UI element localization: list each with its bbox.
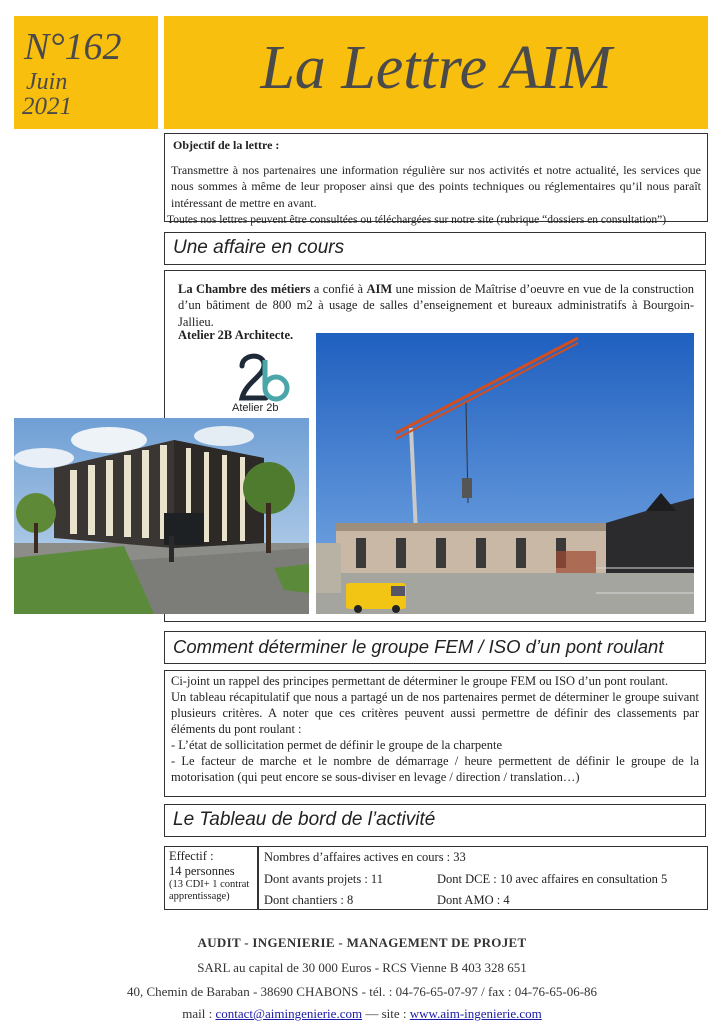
fem-bullet: - L’état de sollicitation permet de définir le groupe de la charpente [171,738,502,752]
effectif-detail: (13 CDI+ 1 contrat apprentissage) [169,879,250,903]
fem-box [164,670,706,797]
issue-year: 2021 [22,93,72,120]
effectif-value: 14 personnes [169,864,235,878]
effectif-box [164,846,258,910]
website-link[interactable]: www.aim-ingenierie.com [409,1006,542,1021]
stat-dce: Dont DCE : 10 avec affaires en consultation 5 [437,872,668,886]
objective-heading: Objectif de la lettre : [173,138,280,152]
stats-box [258,846,708,910]
site-label: — site : [362,1006,410,1021]
affaire-text-part1: a confié à [310,282,367,296]
stat-chantiers: Dont chantiers : 8 [264,893,354,907]
footer-company: SARL au capital de 30 000 Euros - RCS Vienne B 403 328 651 [197,960,527,975]
building-render-image [14,418,309,614]
mail-label: mail : [182,1006,216,1021]
fem-paragraph: Un tableau récapitulatif que nous a partagé un de nos partenaires permet de déterminer le groupe suivant plusieurs critères. A noter que ces critères peuvent aussi permettre de définir des classements par éléments du pont roulant : [171,690,699,736]
section-heading-dashboard: Le Tableau de bord de l’activité [164,804,706,837]
newsletter-title: La Lettre AIM [260,34,612,102]
email-link[interactable]: contact@aimingenierie.com [215,1006,363,1021]
company-name: AIM [366,282,393,296]
client-name: La Chambre des métiers [178,282,311,296]
fem-bullet: - Le facteur de marche et le nombre de démarrage / heure permettent de définir le groupe de la motorisation (qui peut encore se sous-diviser en levage / direction / translation…) [171,754,699,784]
affaire-text-part2: une mission de Maîtrise d’oeuvre en vue de la construction d’un bâtiment de 800 m2 à usage de salles d’enseignement et bureaux administratifs à Bourgoin-Jallieu. [178,282,694,329]
stat-actives: Nombres d’affaires actives en cours : 33 [264,850,466,864]
stat-amo: Dont AMO : 4 [437,893,510,907]
objective-footnote: Toutes nos lettres peuvent être consultées ou téléchargées sur notre site (rubrique “dossiers en consultation”) [167,213,667,226]
objective-box [164,133,708,226]
construction-site-image [316,333,694,614]
issue-number: N°162 [24,26,122,68]
footer-tagline: AUDIT - INGENIERIE - MANAGEMENT DE PROJET [197,935,527,950]
section-heading-affaire: Une affaire en cours [164,232,706,265]
issue-month: Juin [26,69,68,95]
logo-caption: Atelier 2b [232,402,279,414]
footer-contact [0,1006,724,1022]
stat-avant-projets: Dont avants projets : 11 [264,872,383,886]
footer-address: 40, Chemin de Baraban - 38690 CHABONS - tél. : 04-76-65-07-97 / fax : 04-76-65-06-86 [126,984,598,999]
objective-body: Transmettre à nos partenaires une information régulière sur nos activités et notre actualité, les services que nous sommes à même de leur proposer ainsi que des points techniques ou réglementaires qu’il nous paraît intéressant de mettre en avant. [171,163,701,210]
affaire-text [178,281,694,330]
fem-paragraph: Ci-joint un rappel des principes permettant de déterminer le groupe FEM ou ISO d’un pont roulant. [171,674,669,688]
section-heading-fem: Comment déterminer le groupe FEM / ISO d’un pont roulant [164,631,706,664]
effectif-label: Effectif : [169,849,214,863]
architect-name: Atelier 2B Architecte. [178,328,294,342]
